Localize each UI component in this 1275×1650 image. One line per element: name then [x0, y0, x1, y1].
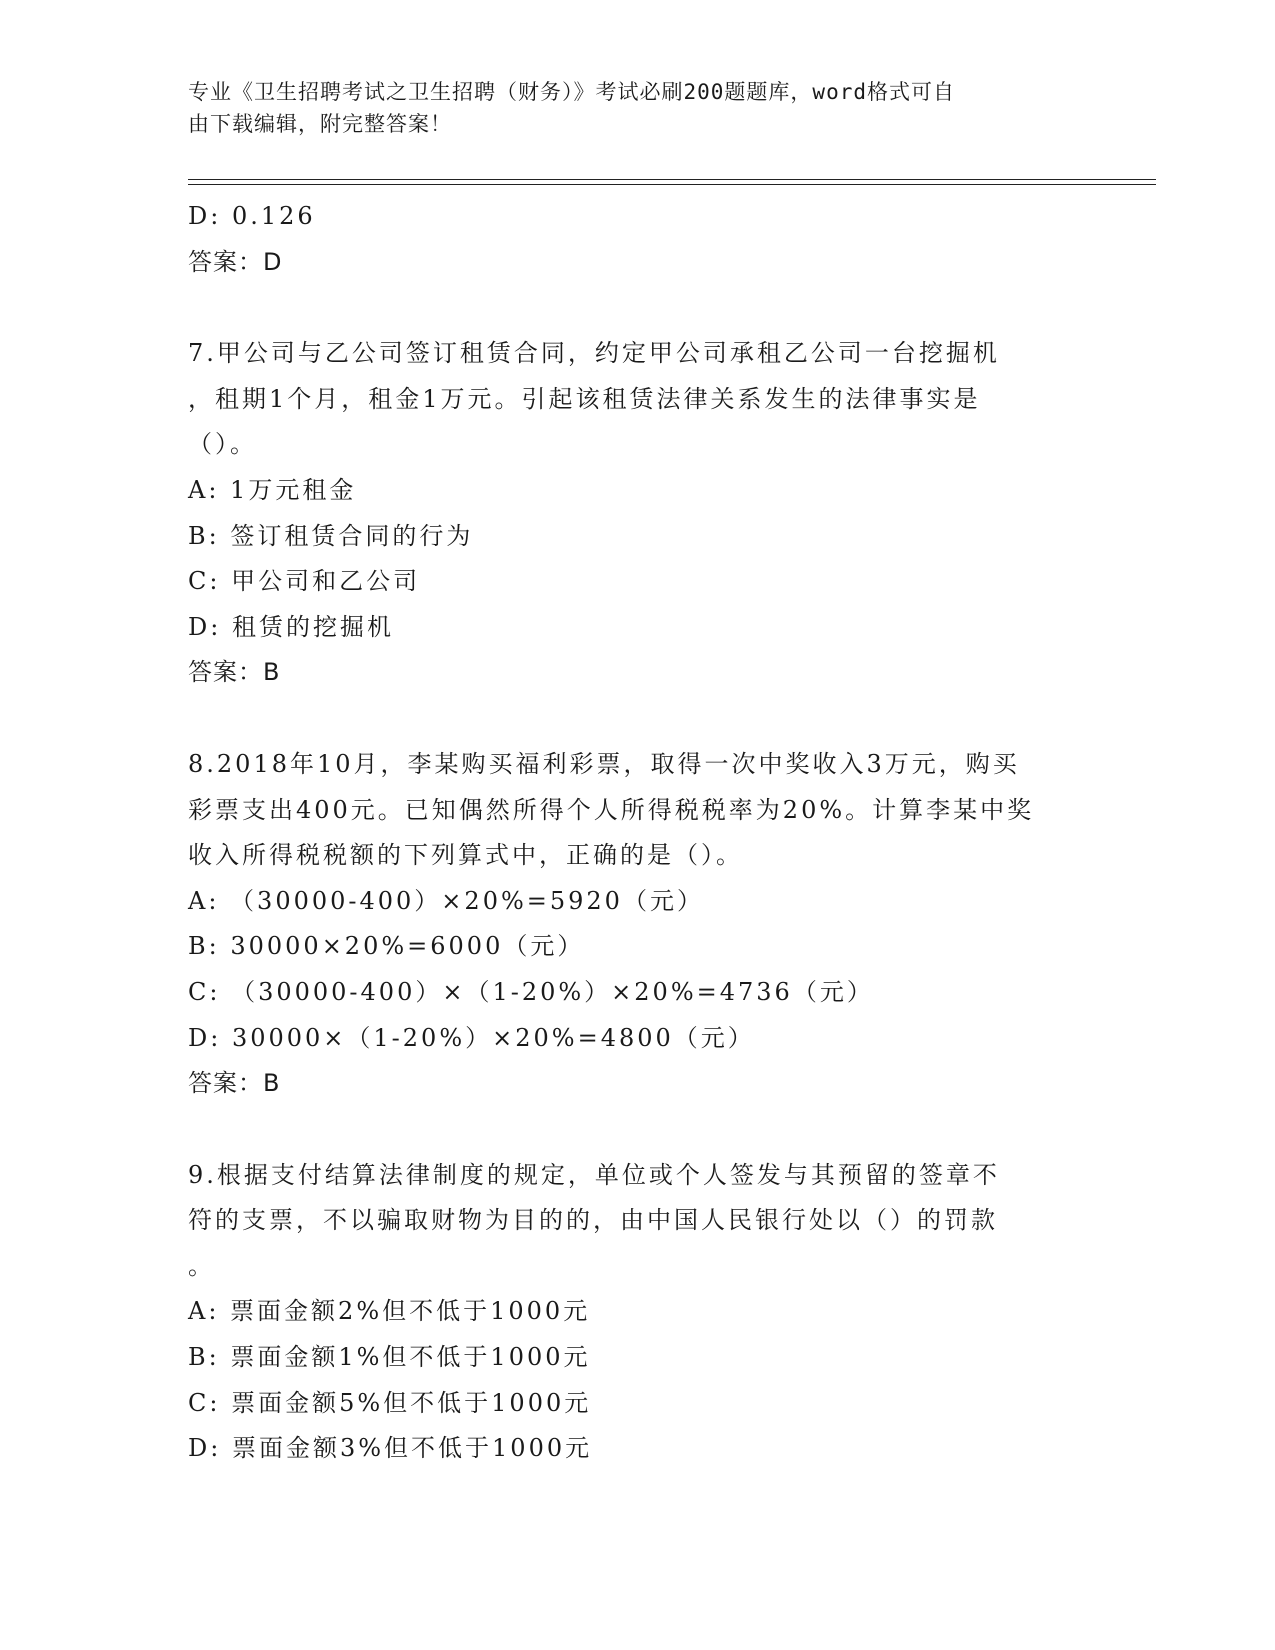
q9-option-b: B: 票面金额1%但不低于1000元: [188, 1343, 591, 1372]
q7-option-d: D: 租赁的挖掘机: [188, 612, 394, 641]
spacer: [188, 1107, 1088, 1153]
q7-answer: 答案：B: [188, 658, 281, 687]
spacer: [188, 696, 1088, 742]
q7-option-a: A: 1万元租金: [188, 475, 357, 504]
q8-option-a: A: （30000-400）×20%=5920（元）: [188, 886, 704, 915]
q8-stem-line-2: 彩票支出400元。已知偶然所得个人所得税税率为20%。计算李某中奖: [188, 795, 1035, 824]
q8-option-c: C: （30000-400）×（1-20%）×20%=4736（元）: [188, 977, 874, 1006]
question-7: [188, 331, 1088, 696]
q7-option-c: C: 甲公司和乙公司: [188, 567, 421, 596]
question-8: [188, 742, 1088, 1107]
q8-answer: 答案：B: [188, 1069, 281, 1098]
q9-stem-line-3: 。: [188, 1251, 215, 1280]
q8-stem-line-1: 8.2018年10月，李某购买福利彩票，取得一次中奖收入3万元，购买: [188, 749, 1020, 778]
q8-stem-line-3: 收入所得税税额的下列算式中，正确的是（）。: [188, 841, 743, 870]
q7-stem-line-1: 7.甲公司与乙公司签订租赁合同，约定甲公司承租乙公司一台挖掘机: [188, 339, 1000, 368]
question-9: [188, 1153, 1088, 1472]
q9-stem-line-1: 9.根据支付结算法律制度的规定，单位或个人签发与其预留的签章不: [188, 1160, 1000, 1189]
q9-option-a: A: 票面金额2%但不低于1000元: [188, 1297, 591, 1326]
header-title-line-2: 由下载编辑，附完整答案！: [188, 112, 452, 136]
question-content: [188, 194, 1088, 1472]
q7-option-b: B: 签订租赁合同的行为: [188, 521, 474, 550]
q9-option-d: D: 票面金额3%但不低于1000元: [188, 1434, 593, 1463]
spacer: [188, 285, 1088, 331]
q7-stem-line-3: （）。: [188, 430, 257, 459]
header-divider-top: [188, 179, 1156, 180]
q7-stem-line-2: ，租期1个月，租金1万元。引起该租赁法律关系发生的法律事实是: [188, 384, 981, 413]
page-header: [188, 76, 1068, 140]
q6-answer: 答案：D: [188, 247, 283, 276]
q8-option-d: D: 30000×（1-20%）×20%=4800（元）: [188, 1023, 755, 1052]
question-6-tail: [188, 194, 1088, 285]
header-divider-bottom: [188, 184, 1156, 185]
q6-option-d: D: 0.126: [188, 202, 316, 230]
q9-option-c: C: 票面金额5%但不低于1000元: [188, 1388, 592, 1417]
header-title-line-1: 专业《卫生招聘考试之卫生招聘（财务）》考试必刷200题题库，word格式可自: [188, 80, 955, 104]
q8-option-b: B: 30000×20%=6000（元）: [188, 932, 585, 961]
q9-stem-line-2: 符的支票，不以骗取财物为目的的，由中国人民银行处以（）的罚款: [188, 1206, 998, 1235]
